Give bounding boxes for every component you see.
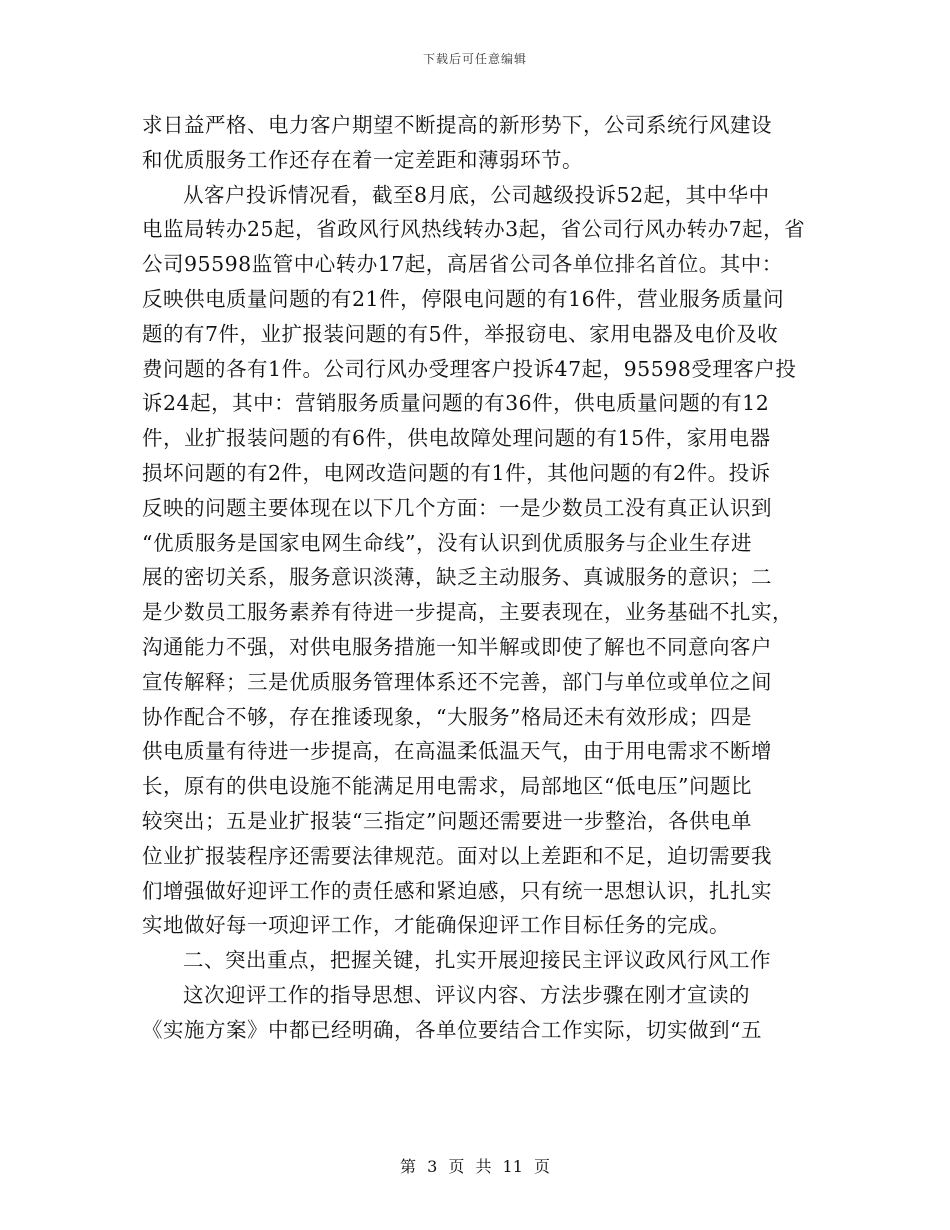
text-line: 较突出；五是业扩报装“三指定”问题还需要进一步整治，各供电单 <box>142 808 752 833</box>
page-header: 下载后可任意编辑 <box>422 52 527 66</box>
text-line: 供电质量有待进一步提高，在高温柔低温天气，由于用电需求不断增 <box>142 739 772 764</box>
text-line: 实地做好每一项迎评工作，才能确保迎评工作目标任务的完成。 <box>142 913 730 938</box>
text-line: 们增强做好迎评工作的责任感和紧迫感，只有统一思想认识，扎扎实 <box>142 878 772 903</box>
document-body <box>142 108 812 1048</box>
text-line: 反映的问题主要体现在以下几个方面：一是少数员工没有真正认识到 <box>142 495 772 520</box>
text-line: 展的密切关系，服务意识淡薄，缺乏主动服务、真诚服务的意识；二 <box>142 565 772 590</box>
text-line: 题的有7件，业扩报装问题的有5件，举报窃电、家用电器及电价及收 <box>142 321 779 346</box>
text-line: 长，原有的供电设施不能满足用电需求，局部地区“低电压”问题比 <box>142 774 752 799</box>
text-line: 反映供电质量问题的有21件，停限电问题的有16件，营业服务质量问 <box>142 286 785 311</box>
text-line: 电监局转办25起，省政风行风热线转办3起，省公司行风办转办7起，省 <box>142 217 806 242</box>
page-footer: 第 3 页 共 11 页 <box>400 1157 550 1176</box>
text-line: “优质服务是国家电网生命线”，没有认识到优质服务与企业生存进 <box>142 530 752 555</box>
paragraph-start-line: 这次迎评工作的指导思想、评议内容、方法步骤在刚才宣读的 <box>183 982 750 1007</box>
text-line: 沟通能力不强，对供电服务措施一知半解或即使了解也不同意向客户 <box>142 634 772 659</box>
paragraph-start-line: 从客户投诉情况看，截至8月底，公司越级投诉52起，其中华中 <box>183 182 770 207</box>
text-line: 费问题的各有1件。公司行风办受理客户投诉47起，95598受理客户投 <box>142 356 797 381</box>
text-line: 和优质服务工作还存在着一定差距和薄弱环节。 <box>142 147 583 172</box>
text-line: 宣传解释；三是优质服务管理体系还不完善，部门与单位或单位之间 <box>142 669 772 694</box>
text-line: 位业扩报装程序还需要法律规范。面对以上差距和不足，迫切需要我 <box>142 843 772 868</box>
section-heading: 二、突出重点，把握关键，扎实开展迎接民主评议政风行风工作 <box>183 948 771 973</box>
text-line: 损坏问题的有2件，电网改造问题的有1件，其他问题的有2件。投诉 <box>142 460 771 485</box>
text-line: 诉24起，其中：营销服务质量问题的有36件，供电质量问题的有12 <box>142 391 770 416</box>
text-line: 件，业扩报装问题的有6件，供电故障处理问题的有15件，家用电器 <box>142 426 771 451</box>
text-line: 是少数员工服务素养有待进一步提高，主要表现在，业务基础不扎实， <box>142 600 793 625</box>
text-line: 公司95598监管中心转办17起，高居省公司各单位排名首位。其中： <box>142 252 783 277</box>
text-line: 求日益严格、电力客户期望不断提高的新形势下，公司系统行风建设 <box>142 113 772 137</box>
text-line: 协作配合不够，存在推诿现象，“大服务”格局还未有效形成；四是 <box>142 704 752 729</box>
text-line: 《实施方案》中都已经明确，各单位要结合工作实际，切实做到“五 <box>142 1017 762 1042</box>
